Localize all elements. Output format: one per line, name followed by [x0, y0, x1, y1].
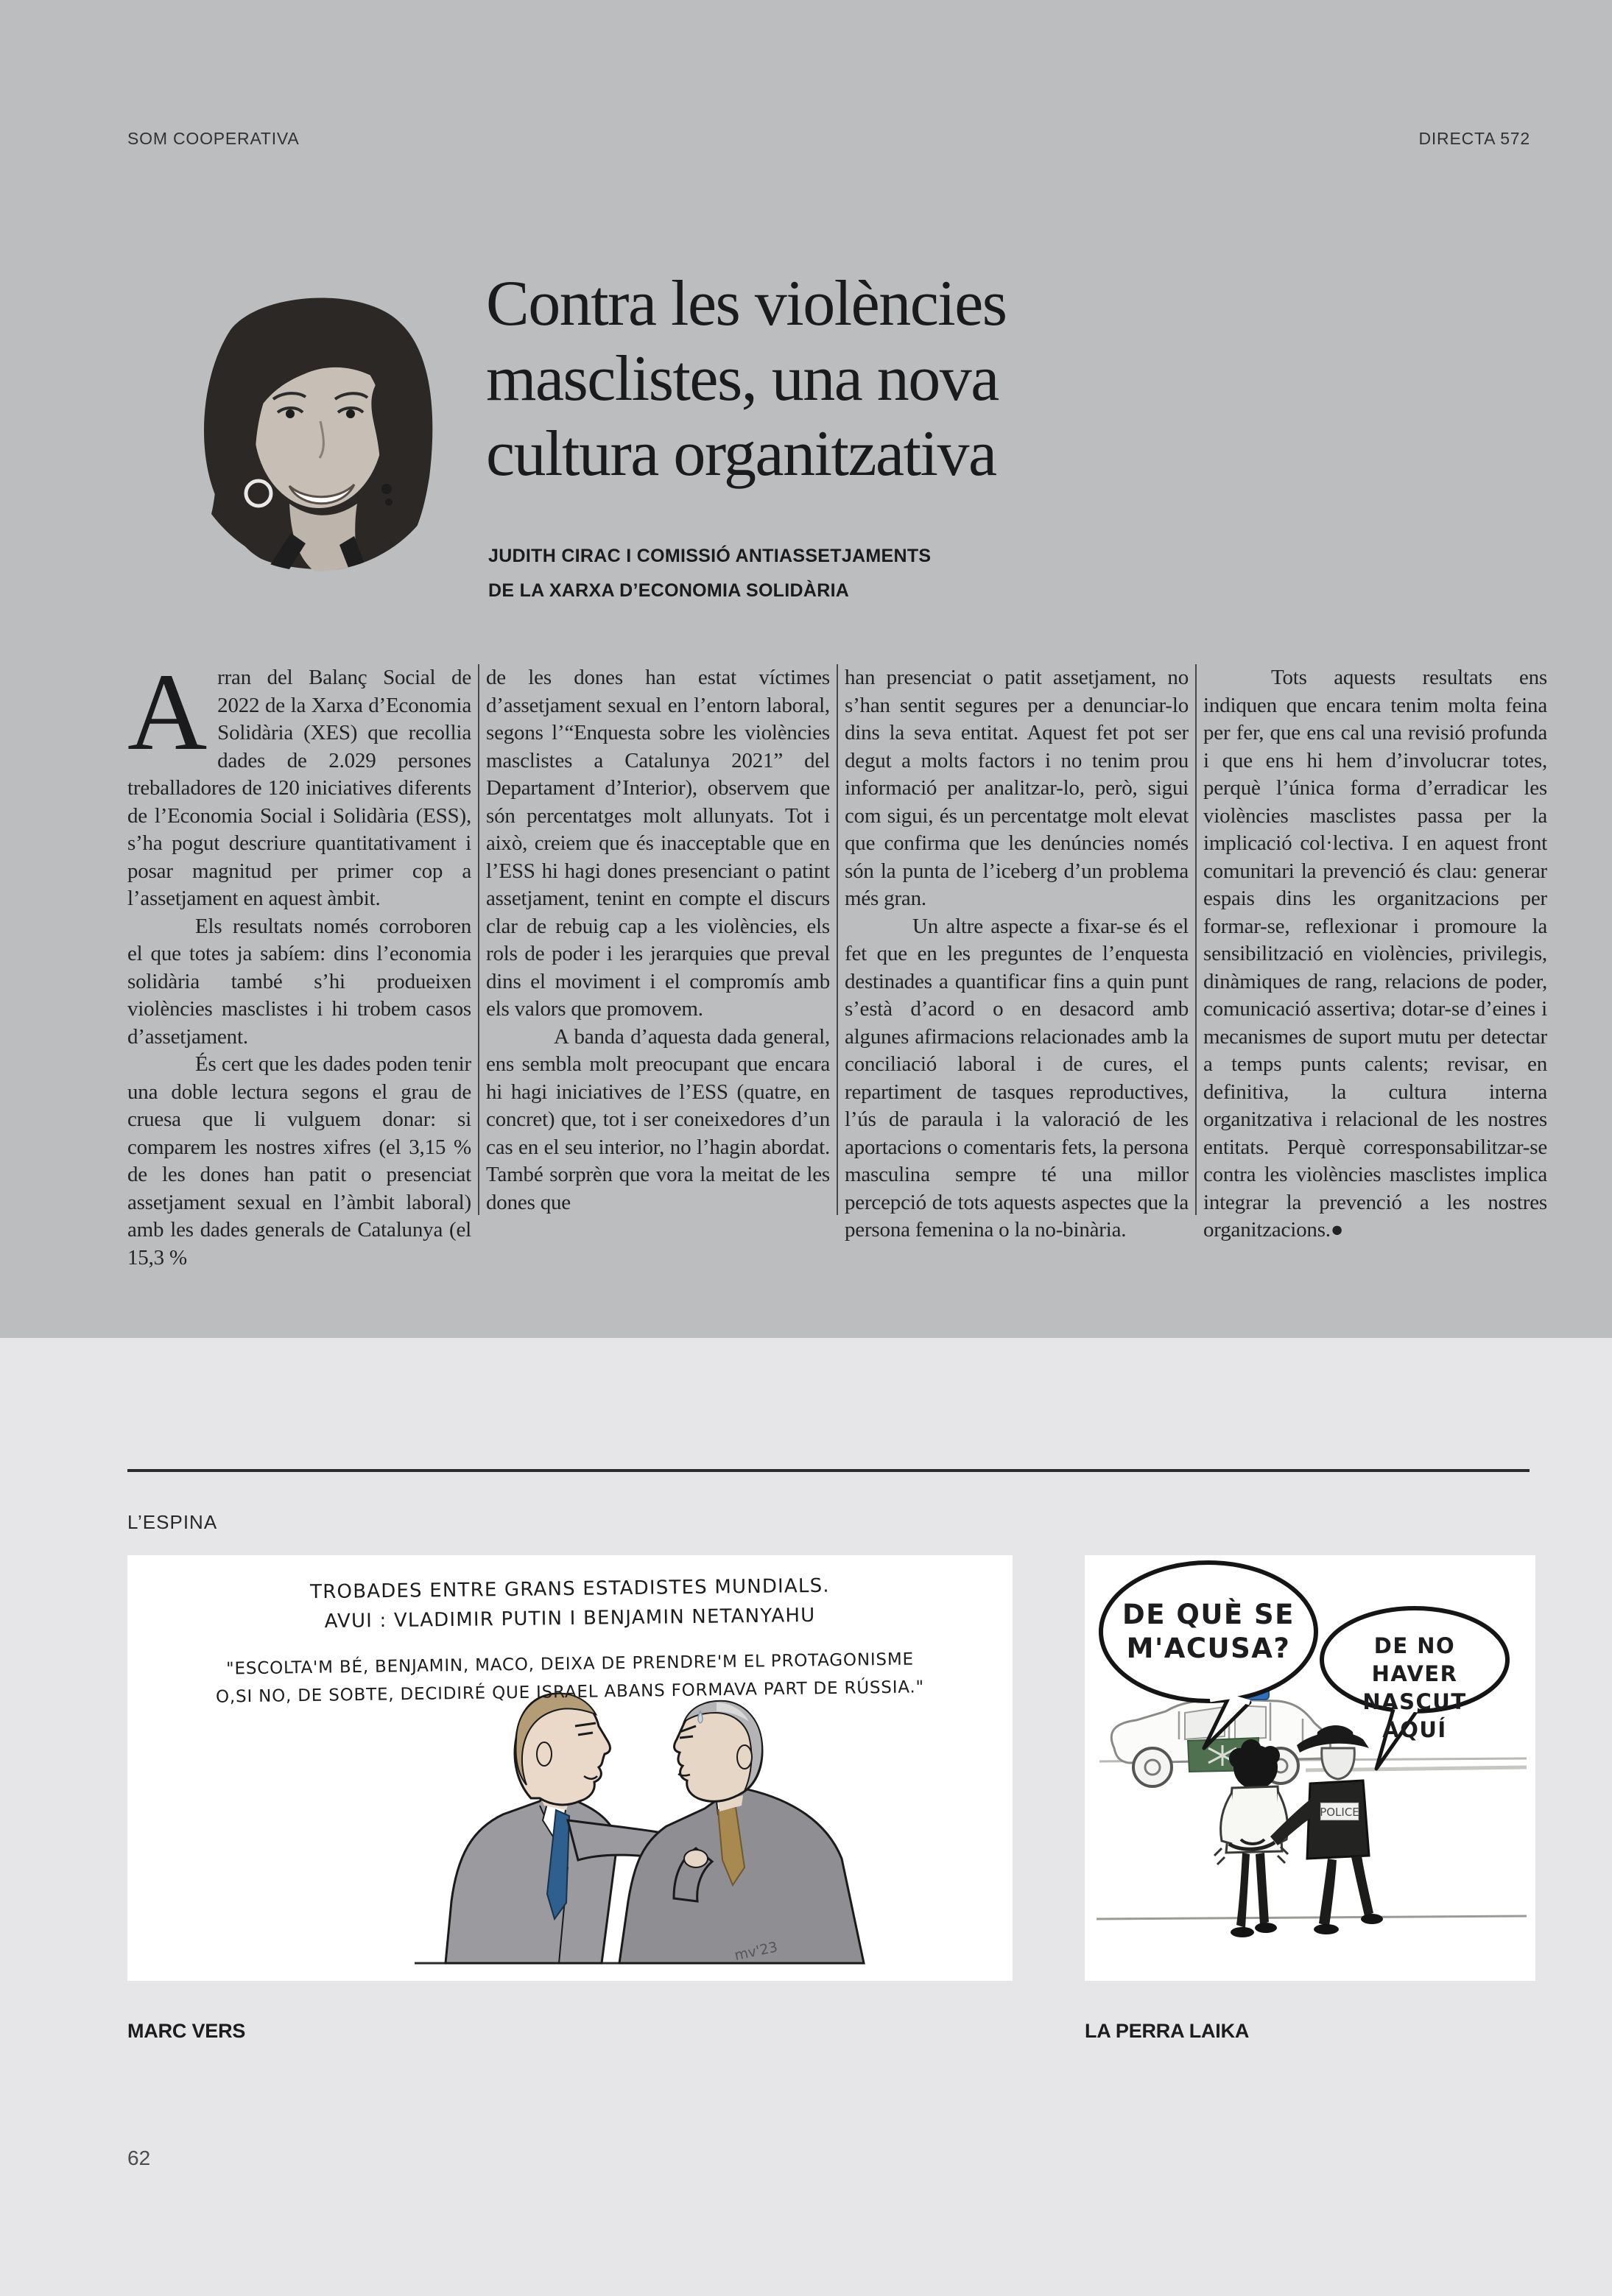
comic1-caption-line2: AVUI : VLADIMIR PUTIN I BENJAMIN NETANYAHU: [324, 1604, 816, 1633]
comic-panel-la-perra-laika: [1085, 1555, 1535, 1981]
paragraph: Un altre aspecte a fixar-se és el fet que en les preguntes de l’enquesta destinades a quantificar fins a quin punt s’està d’acord o en desacord amb algunes afirmacions relacionades amb la conciliació laboral i de cures, el repartiment de tasques reproductives, l’ús de paraula i la valoració de les aportacions o comentaris fets, la persona masculina sempre té una millor percepció de tots aquests aspectes que la persona femenina o la no-binària.: [845, 914, 1189, 1242]
bubble1-line1: DE QUÈ SE: [1122, 1599, 1295, 1630]
issue-label: DIRECTA 572: [1418, 129, 1530, 148]
bubble2-line2: NASCUT AQUÍ: [1362, 1689, 1467, 1742]
column-rule-2: [837, 664, 838, 1215]
bubble1-line2: M'ACUSA?: [1126, 1633, 1291, 1664]
byline-line1: JUDITH CIRAC I COMISSIÓ ANTIASSETJAMENTS: [488, 546, 932, 566]
bubble2-line1: DE NO HAVER: [1371, 1633, 1458, 1686]
bubble1-text: [1114, 1598, 1303, 1666]
paragraph: Els resultats només corroboren el que totes ja sabíem: dins l’economia solidària també s’hi produeixen violències masclistes i hi trobem casos d’assetjament.: [127, 914, 471, 1049]
section-divider: [127, 1469, 1530, 1472]
article-column-2: [486, 664, 830, 1216]
police-vest-label: POLICE: [1320, 1806, 1359, 1819]
drop-cap: A: [127, 651, 208, 773]
author-portrait-illustration: [179, 271, 450, 571]
section-kicker: SOM COOPERATIVA: [127, 129, 300, 148]
paragraph: de les dones han estat víctimes d’assetjament sexual en l’entorn laboral, segons l’“Enquesta sobre les violències masclistes a Catalunya 2021” del Departament d’Interior), observem que són percentatges molt allunyats. Tot i això, creiem que és inacceptable que en l’ESS hi hagi dones presenciant o patint assetjament, tenint en compte el discurs clar de rebuig cap a les violències, els rols de poder i les jerarquies que preval dins el moviment i el compromís amb els valors que promovem.: [486, 666, 830, 1021]
paragraph-text: rran del Balanç Social de 2022 de la Xarxa d’Economia Solidària (XES) que recollia dades de 2.029 persones treballadores de 120 iniciatives diferents de l’Economia Social i Solidària (ESS), s’ha pogut descriure quantitativament i posar magnitud per primer cop a l’assetjament en aquest àmbit.: [127, 666, 471, 910]
column-rule-3: [1195, 664, 1197, 1215]
article-column-3: [845, 664, 1189, 1244]
comic2-author: LA PERRA LAIKA: [1085, 2020, 1250, 2042]
comic1-caption-line1: TROBADES ENTRE GRANS ESTADISTES MUNDIALS.: [310, 1574, 830, 1604]
article-title-line3: cultura organitzativa: [486, 418, 996, 490]
byline-line2: DE LA XARXA D’ECONOMIA SOLIDÀRIA: [488, 580, 850, 601]
comic1-signature: mv'23: [733, 1939, 779, 1964]
bubble2-text: [1328, 1632, 1502, 1744]
comic-panel-marc-vers: [127, 1555, 1013, 1981]
article-column-4: [1203, 664, 1547, 1244]
page-number: 62: [127, 2147, 151, 2169]
comic1-author: MARC VERS: [127, 2020, 246, 2042]
comic1-quote-line1: "ESCOLTA'M BÉ, BENJAMIN, MACO, DEIXA DE PRENDRE'M EL PROTAGONISME: [225, 1649, 915, 1679]
paragraph: [127, 651, 471, 913]
paragraph: És cert que les dades poden tenir una doble lectura segons el grau de cruesa que li vulguem donar: si comparem les nostres xifres (el 3,15 % de les dones han patit o presenciat assetjament sexual en l’àmbit laboral) amb les dades generals de Catalunya (el 15,3 %: [127, 1052, 471, 1270]
author-portrait: [179, 271, 450, 571]
paragraph: Tots aquests resultats ens indiquen que encara tenim molta feina per fer, que ens cal una revisió profunda i que ens hi hem d’involucrar totes, perquè l’única forma d’erradicar les violències masclistes passa per la implicació col·lectiva. I en aquest front comunitari la prevenció és clau: generar espais dins les organitzacions per formar-se, reflexionar i promoure la sensibilització en violències, privilegis, dinàmiques de rang, relacions de poder, comunicació assertiva; dotar-se d’eines i mecanismes de suport mutu per detectar a temps punts calents; revisar, en definitiva, la cultura interna organitzativa i relacional de les nostres entitats. Perquè corresponsabilitzar-se contra les violències masclistes implica integrar la prevenció a les nostres organitzacions.●: [1203, 666, 1547, 1242]
article-title-line2: masclistes, una nova: [486, 343, 999, 415]
article-column-1: [127, 651, 471, 1272]
paragraph: A banda d’aquesta dada general, ens sembla molt preocupant que encara hi hagi iniciatives de l’ESS (quatre, en concret) que, tot i ser coneixedores d’un cas en el seu interior, no l’hagin abordat. També sorprèn que vora la meitat de les dones que: [486, 1024, 830, 1214]
comic1-quote-line2: O,SI NO, DE SOBTE, DECIDIRÉ QUE ISRAEL ABANS FORMAVA PART DE RÚSSIA.": [215, 1677, 925, 1707]
espina-section-label: L’ESPINA: [127, 1511, 218, 1533]
paragraph: han presenciat o patit assetjament, no s’han sentit segures per a denunciar-lo dins la seva entitat. Aquest fet pot ser degut a molts factors i no tenim prou informació per analitzar-lo, però, sigui com sigui, és un percentatge molt elevat que confirma que les denúncies només són la punta de l’iceberg d’un problema més gran.: [845, 666, 1189, 910]
byline: [488, 539, 931, 608]
column-rule-1: [478, 664, 479, 1215]
article-title-line1: Contra les violències: [486, 268, 1007, 339]
article-title: [486, 267, 1296, 492]
